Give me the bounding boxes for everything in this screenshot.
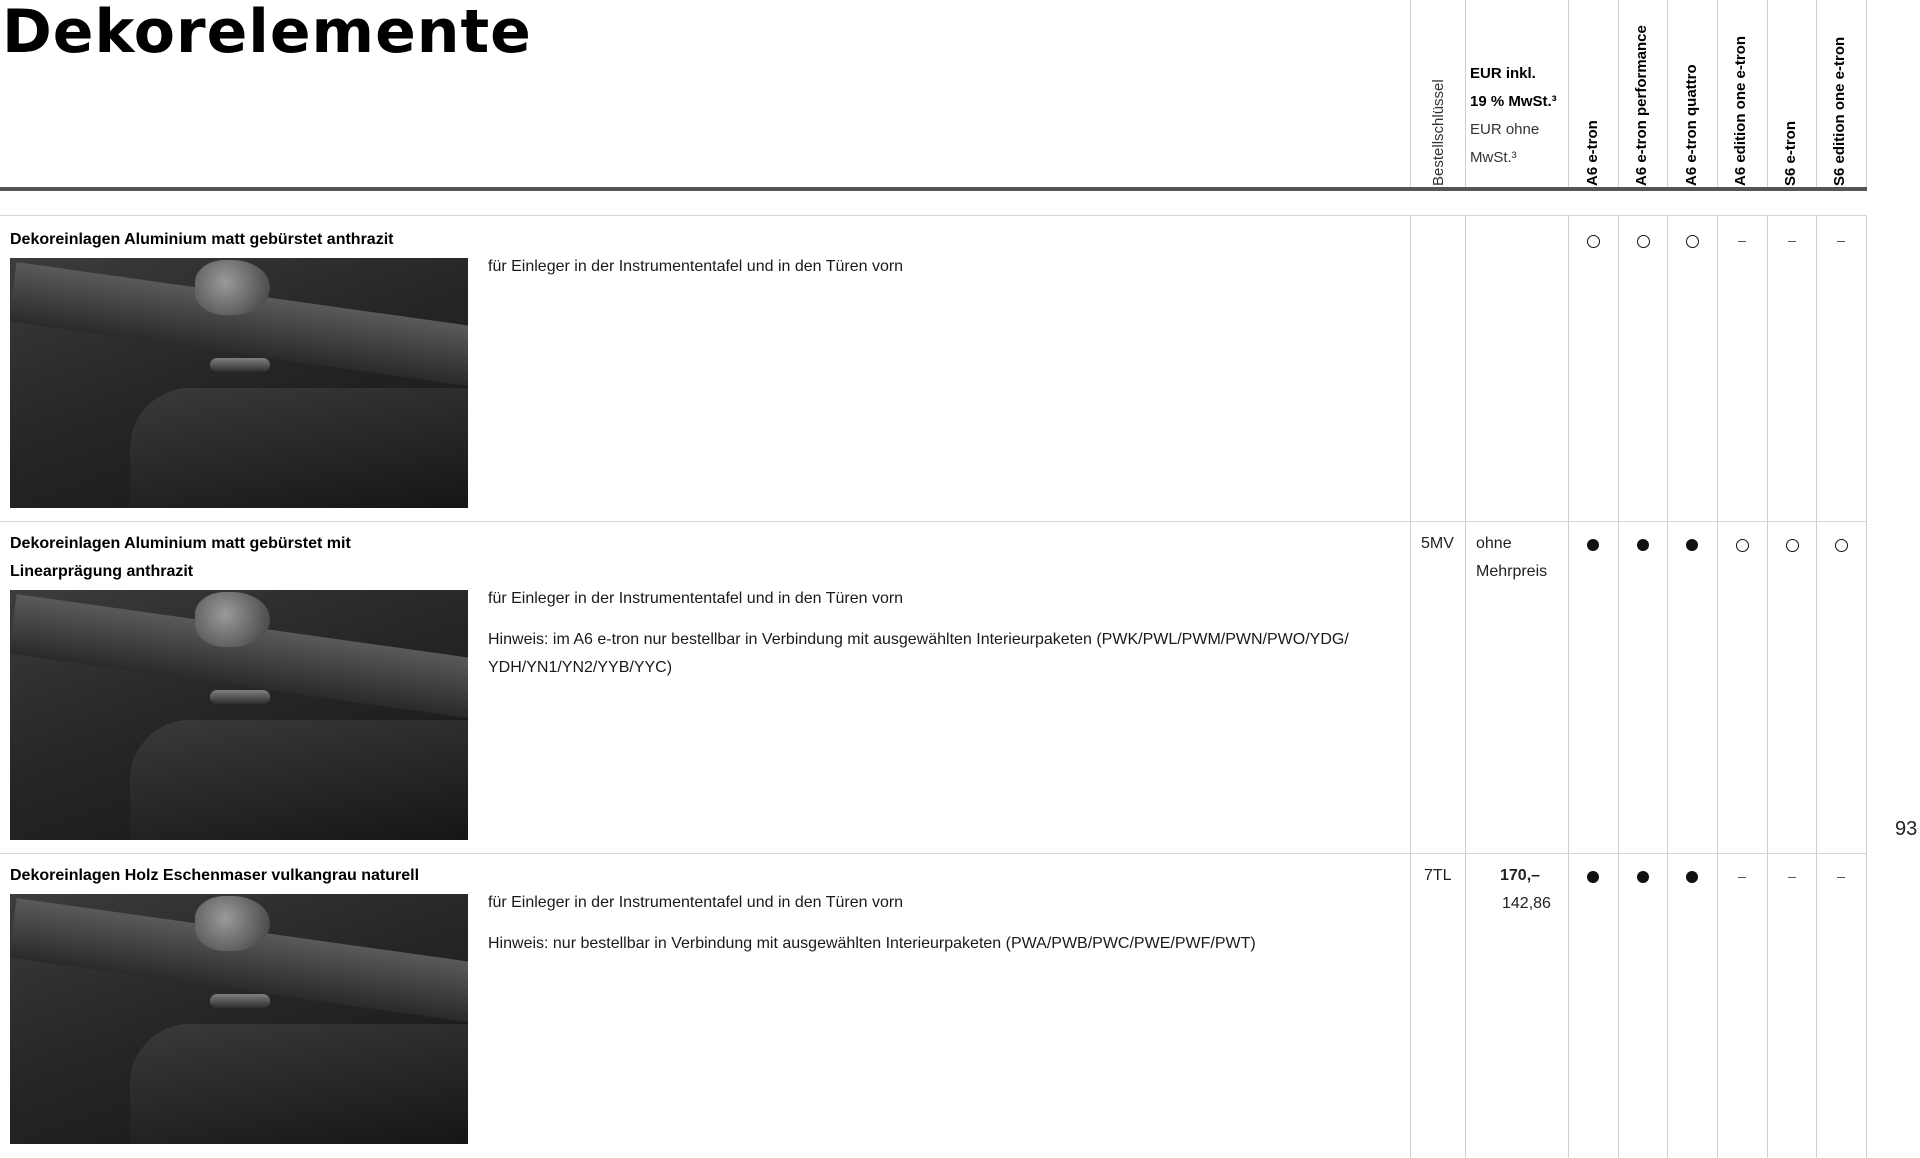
row-3-image <box>10 894 468 1144</box>
row-2-note-line-2: YDH/YN1/YN2/YYB/YYC) <box>488 659 673 676</box>
row-3-price-excl: 142,86 <box>1502 895 1551 912</box>
standard-icon <box>1587 871 1599 883</box>
col-divider <box>1816 0 1817 190</box>
row-3-title: Dekoreinlagen Holz Eschenmaser vulkangrau naturell <box>10 867 420 884</box>
col-divider <box>1667 0 1668 190</box>
optional-icon <box>1686 235 1699 248</box>
row-2-title-line-1: Dekoreinlagen Aluminium matt gebürstet mit <box>10 535 351 552</box>
row-divider <box>0 853 1867 854</box>
row-3-availability-4 <box>1722 862 1762 890</box>
row-2-availability-1 <box>1573 530 1613 558</box>
header-model-4: A6 edition one e-tron <box>1732 36 1749 186</box>
col-divider <box>1465 215 1466 1158</box>
col-divider <box>1667 215 1668 1158</box>
row-2-availability-5 <box>1772 530 1812 558</box>
col-divider <box>1866 215 1867 1158</box>
row-3-availability-6 <box>1821 862 1861 890</box>
row-2-image <box>10 590 468 840</box>
not-available-icon <box>1837 241 1845 243</box>
row-divider <box>0 215 1867 216</box>
row-3-note: Hinweis: nur bestellbar in Verbindung mit ausgewählten Interieurpaketen (PWA/PWB/PWC/PWE/PWF/PWT) <box>488 935 1256 952</box>
not-available-icon <box>1738 877 1746 879</box>
row-2-description: für Einleger in der Instrumententafel und in den Türen vorn <box>488 590 904 607</box>
header-model-1: A6 e-tron <box>1584 120 1601 186</box>
optional-icon <box>1736 539 1749 552</box>
page-number: 93 <box>1895 818 1918 840</box>
row-1-description: für Einleger in der Instrumententafel und in den Türen vorn <box>488 258 904 275</box>
row-3-availability-3 <box>1672 862 1712 890</box>
row-3-availability-1 <box>1573 862 1613 890</box>
col-divider <box>1767 215 1768 1158</box>
header-model-6: S6 edition one e-tron <box>1831 36 1848 186</box>
standard-icon <box>1637 871 1649 883</box>
optional-icon <box>1587 235 1600 248</box>
col-divider <box>1618 0 1619 190</box>
row-2-note-line-1: Hinweis: im A6 e-tron nur bestellbar in Verbindung mit ausgewählten Interieurpaketen (PWK/PWL/PWM/PWN/PWO/YDG/ <box>488 631 1349 648</box>
row-2-availability-2 <box>1623 530 1663 558</box>
not-available-icon <box>1837 877 1845 879</box>
header-model-2: A6 e-tron performance <box>1633 25 1650 186</box>
row-2-price-incl: ohne <box>1476 535 1512 552</box>
row-1-availability-2 <box>1623 226 1663 254</box>
not-available-icon <box>1788 241 1796 243</box>
header-price-excl-1: EUR ohne <box>1470 121 1540 138</box>
row-2-title <box>10 530 351 586</box>
row-divider <box>0 521 1867 522</box>
optional-icon <box>1637 235 1650 248</box>
row-2-availability-3 <box>1672 530 1712 558</box>
header-code-label: Bestellschlüssel <box>1430 79 1447 186</box>
row-2-price <box>1476 530 1547 586</box>
row-3-availability-2 <box>1623 862 1663 890</box>
standard-icon <box>1686 539 1698 551</box>
row-1-image <box>10 258 468 508</box>
col-divider <box>1410 0 1411 190</box>
row-2-note <box>488 626 1349 682</box>
col-divider <box>1717 215 1718 1158</box>
header-model-5: S6 e-tron <box>1782 120 1799 186</box>
row-2-title-line-2: Linearprägung anthrazit <box>10 563 194 580</box>
standard-icon <box>1587 539 1599 551</box>
not-available-icon <box>1738 241 1746 243</box>
header-model-3: A6 e-tron quattro <box>1683 64 1700 186</box>
optional-icon <box>1786 539 1799 552</box>
page-title: Dekorelemente <box>2 0 532 67</box>
row-3-price-incl: 170,– <box>1500 867 1541 884</box>
col-divider <box>1465 0 1466 190</box>
row-3-description: für Einleger in der Instrumententafel und in den Türen vorn <box>488 894 904 911</box>
standard-icon <box>1637 539 1649 551</box>
row-2-code: 5MV <box>1421 535 1454 552</box>
row-1-availability-5 <box>1772 226 1812 254</box>
header-price-incl-2: 19 % MwSt.³ <box>1470 93 1557 110</box>
row-1-availability-4 <box>1722 226 1762 254</box>
header-rule <box>0 187 1867 191</box>
standard-icon <box>1686 871 1698 883</box>
header-price-incl-1: EUR inkl. <box>1470 65 1536 82</box>
row-3-code: 7TL <box>1424 867 1452 884</box>
col-divider <box>1568 215 1569 1158</box>
header-price <box>1470 60 1570 172</box>
col-divider <box>1816 215 1817 1158</box>
optional-icon <box>1835 539 1848 552</box>
row-1-title: Dekoreinlagen Aluminium matt gebürstet anthrazit <box>10 231 394 248</box>
not-available-icon <box>1788 877 1796 879</box>
row-3-availability-5 <box>1772 862 1812 890</box>
col-divider <box>1866 0 1867 190</box>
header-price-excl-2: MwSt.³ <box>1470 149 1517 166</box>
col-divider <box>1717 0 1718 190</box>
row-2-price-excl: Mehrpreis <box>1476 563 1548 580</box>
row-2-availability-4 <box>1722 530 1762 558</box>
row-1-availability-1 <box>1573 226 1613 254</box>
row-2-availability-6 <box>1821 530 1861 558</box>
col-divider <box>1410 215 1411 1158</box>
col-divider <box>1618 215 1619 1158</box>
col-divider <box>1767 0 1768 190</box>
row-1-availability-6 <box>1821 226 1861 254</box>
row-1-availability-3 <box>1672 226 1712 254</box>
